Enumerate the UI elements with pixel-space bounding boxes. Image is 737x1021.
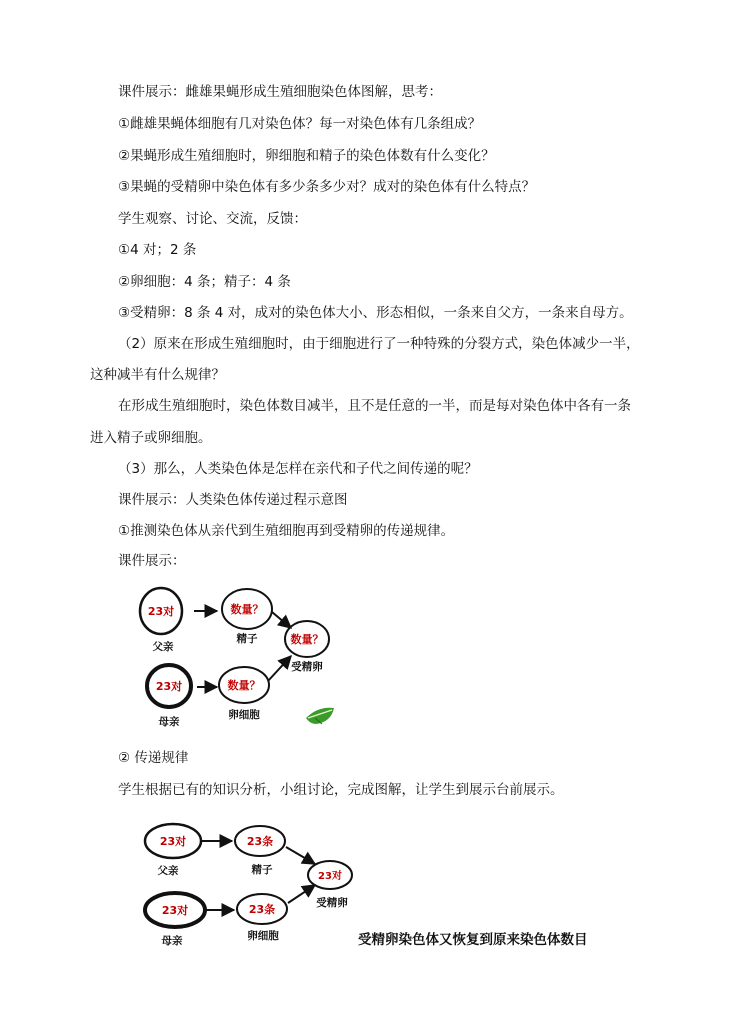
sperm-count: 23条 [246, 835, 274, 848]
text-line: 学生观察、讨论、交流，反馈： [118, 211, 307, 227]
father-count: 23对 [159, 835, 187, 848]
mother-count: 23对 [155, 680, 183, 693]
zygote-circle [285, 621, 329, 657]
text-line: ①雌雄果蝇体细胞有几对染色体？每一对染色体有几条组成？ [118, 116, 482, 132]
leaf-icon [306, 708, 334, 724]
sperm-label: 精子 [236, 633, 258, 645]
zygote-count: 23对 [318, 871, 342, 882]
egg-circle [237, 894, 287, 924]
sperm-circle [222, 589, 272, 629]
arrow [286, 847, 315, 864]
text-line: ②卵细胞：4 条；精子：4 条 [118, 274, 291, 290]
mother-count: 23对 [161, 904, 189, 917]
text-line: 在形成生殖细胞时，染色体数目减半，且不是任意的一半，而是每对染色体中各有一条 [118, 398, 631, 414]
egg-circle [219, 667, 269, 703]
zygote-label: 受精卵 [291, 661, 323, 673]
father-count: 23对 [147, 605, 175, 618]
text-line: ② 传递规律 [118, 750, 189, 766]
text-line: ②果蝇形成生殖细胞时，卵细胞和精子的染色体数有什么变化？ [118, 148, 495, 164]
egg-count: 23条 [248, 903, 276, 916]
text-line: 课件展示： [118, 553, 186, 569]
text-line: 学生根据已有的知识分析，小组讨论，完成图解，让学生到展示台前展示。 [118, 782, 564, 798]
mother-circle [145, 893, 205, 927]
egg-label: 卵细胞 [247, 930, 279, 942]
sperm-label: 精子 [251, 864, 273, 876]
text-line: 进入精子或卵细胞。 [90, 430, 212, 446]
egg-label: 卵细胞 [228, 709, 260, 721]
text-line: （3）那么，人类染色体是怎样在亲代和子代之间传递的呢？ [118, 461, 478, 477]
text-line: （2）原来在形成生殖细胞时，由于细胞进行了一种特殊的分裂方式，染色体减少一半， [118, 336, 640, 352]
arrow [268, 656, 291, 681]
mother-label: 母亲 [161, 935, 183, 947]
father-label: 父亲 [152, 641, 174, 653]
text-line: ①推测染色体从亲代到生殖细胞再到受精卵的传递规律。 [118, 523, 455, 539]
zygote-count: 数量？ [290, 633, 324, 646]
text-line: ①4 对；2 条 [118, 242, 197, 258]
sperm-circle [235, 826, 285, 856]
father-circle [145, 824, 201, 858]
text-line: ③受精卵：8 条 4 对，成对的染色体大小、形态相似，一条来自父方，一条来自母方。 [118, 305, 633, 321]
zygote-circle [308, 861, 352, 889]
mother-label: 母亲 [158, 716, 180, 728]
text-line: ③果蝇的受精卵中染色体有多少条多少对？成对的染色体有什么特点？ [118, 179, 536, 195]
text-line: 课件展示：人类染色体传递过程示意图 [118, 492, 348, 508]
father-label: 父亲 [157, 865, 179, 877]
arrow [288, 885, 315, 903]
text-line: 课件展示：雌雄果蝇形成生殖细胞染色体图解，思考： [118, 84, 442, 100]
arrow [272, 612, 291, 628]
egg-count: 数量？ [227, 679, 261, 692]
sperm-count: 数量？ [230, 603, 264, 616]
text-line: 这种减半有什么规律？ [90, 367, 225, 383]
father-circle [140, 588, 182, 634]
conclusion-text: 受精卵染色体又恢复到原来染色体数目 [358, 932, 588, 948]
zygote-label: 受精卵 [316, 897, 348, 909]
mother-circle [147, 665, 191, 707]
